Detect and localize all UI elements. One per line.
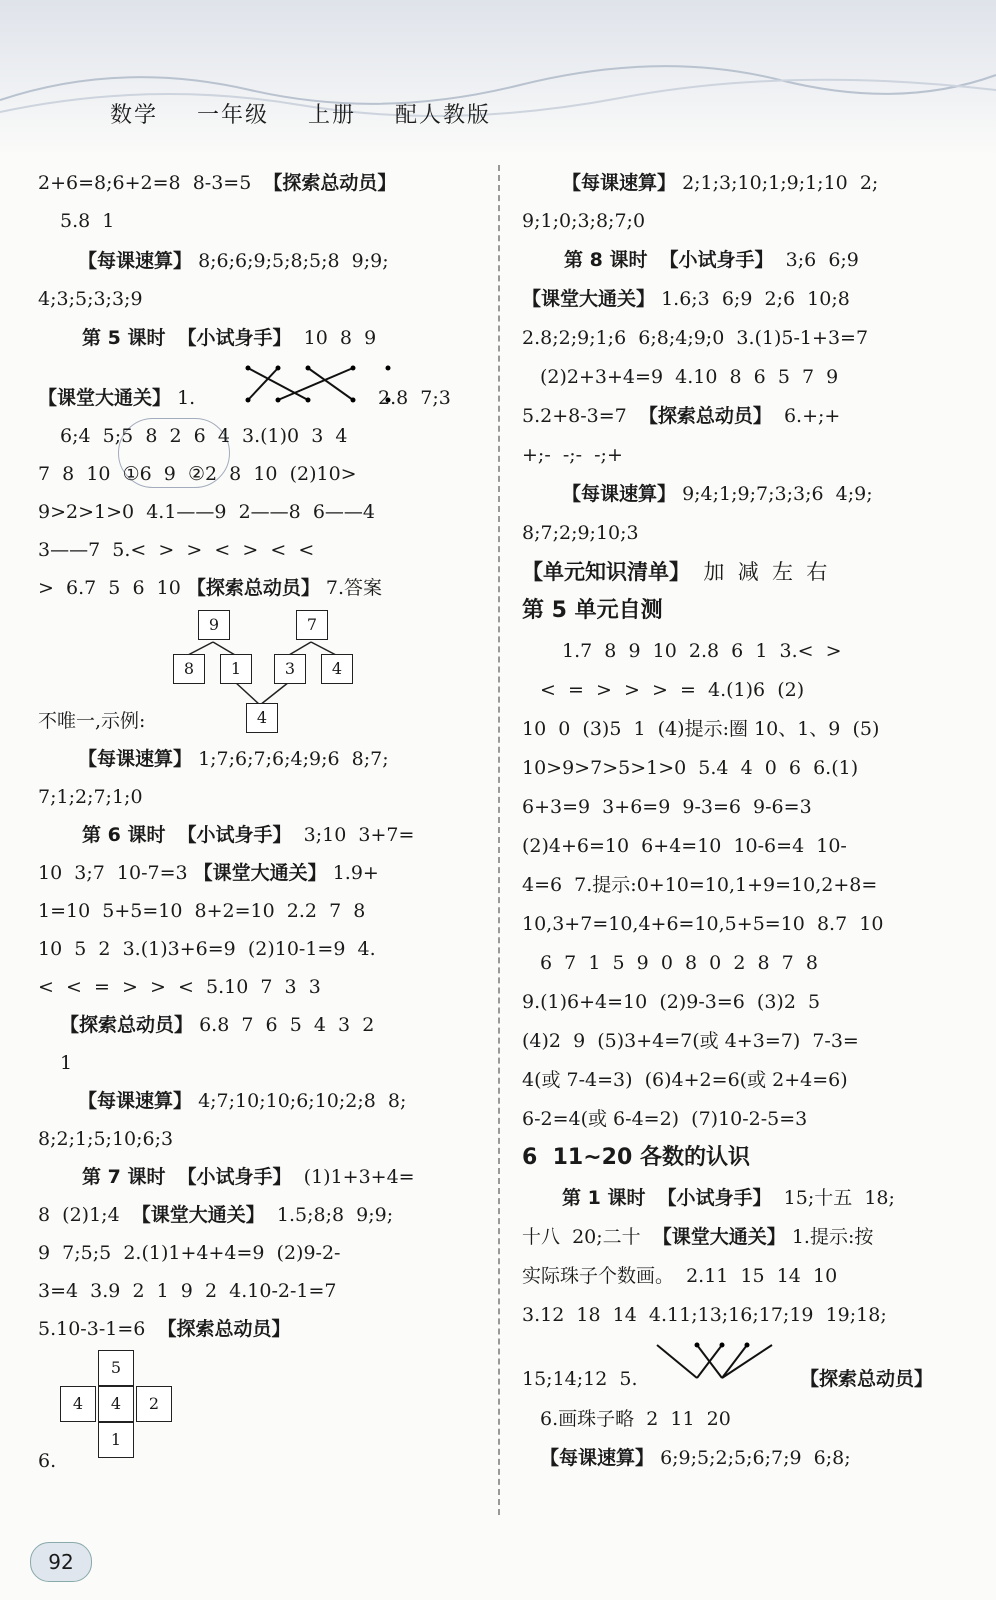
tree-box: 7 — [296, 610, 328, 640]
answer-line: 【每课速算】 8;6;6;9;5;8;5;8 9;9; — [78, 250, 389, 272]
answer-line: (2)2+3+4=9 4.10 8 6 5 7 9 — [540, 366, 839, 388]
tree-box: 4 — [321, 654, 353, 684]
answer-line: 5.2+8-3=7 【探索总动员】 6.+;+ — [522, 405, 841, 427]
header-band — [0, 0, 996, 155]
answer-line: 10 0 (3)5 1 (4)提示:圈 10、1、9 (5) — [522, 718, 880, 740]
answer-line: 2.8;2;9;1;6 6;8;4;9;0 3.(1)5-1+3=7 — [522, 327, 869, 349]
answer-line: 4(或 7-4=3) (6)4+2=6(或 2+4=6) — [522, 1069, 848, 1091]
answer-line: 3.12 18 14 4.11;13;16;17;19 19;18; — [522, 1304, 887, 1326]
unit-heading: 6 11~20 各数的认识 — [522, 1145, 750, 1170]
bead-lines-diagram — [652, 1340, 782, 1385]
cross-box: 4 — [60, 1386, 96, 1422]
lesson-heading: 第 6 课时 【小试身手】 3;10 3+7= — [82, 824, 415, 846]
answer-line: 不唯一,示例: — [38, 710, 146, 732]
answer-line: 9.(1)6+4=10 (2)9-3=6 (3)2 5 — [522, 991, 821, 1013]
answer-line: 3=4 3.9 2 1 9 2 4.10-2-1=7 — [38, 1280, 337, 1302]
answer-line: 3——7 5.< > > < > < < — [38, 539, 315, 561]
answer-line: 【探索总动员】 — [800, 1368, 934, 1390]
matching-lines-diagram — [238, 360, 398, 410]
tree-box: 1 — [220, 654, 252, 684]
page-number: 92 — [30, 1542, 92, 1582]
answer-line: 1 — [60, 1052, 73, 1074]
edition-label: 配人教版 — [395, 103, 492, 128]
grade-label: 一年级 — [197, 103, 270, 128]
cross-box: 2 — [136, 1386, 172, 1422]
answer-line: < = > > > = 4.(1)6 (2) — [540, 679, 805, 701]
answer-line: 【每课速算】 9;4;1;9;7;3;3;6 4;9; — [562, 483, 873, 505]
answer-line: 8 (2)1;4 【课堂大通关】 1.5;8;8 9;9; — [38, 1204, 394, 1226]
answer-line: 7 8 10 ①6 9 ②2 8 10 (2)10> — [38, 463, 357, 485]
tree-box: 3 — [274, 654, 306, 684]
answer-line: 4=6 7.提示:0+10=10,1+9=10,2+8= — [522, 874, 878, 896]
answer-line: 9 7;5;5 2.(1)1+4+4=9 (2)9-2- — [38, 1242, 341, 1264]
lesson-heading: 第 7 课时 【小试身手】 (1)1+3+4= — [82, 1166, 415, 1188]
answer-line: 7;1;2;7;1;0 — [38, 786, 143, 808]
answer-line: 4;3;5;3;3;9 — [38, 288, 143, 310]
answer-line: 6-2=4(或 6-4=2) (7)10-2-5=3 — [522, 1108, 808, 1130]
answer-line: 【单元知识清单】 加 减 左 右 — [522, 560, 828, 584]
lesson-heading: 第 5 课时 【小试身手】 10 8 9 — [82, 327, 377, 349]
answer-line: 6.画珠子略 2 11 20 — [540, 1408, 731, 1430]
answer-line: 1.7 8 9 10 2.8 6 1 3.< > — [562, 640, 842, 662]
answer-line: 【每课速算】 1;7;6;7;6;4;9;6 8;7; — [78, 748, 389, 770]
subject-label: 数学 — [110, 103, 159, 128]
answer-line: 15;14;12 5. — [522, 1368, 638, 1390]
answer-line: > 6.7 5 6 10 【探索总动员】 7.答案 — [38, 577, 383, 599]
answer-line: (2)4+6=10 6+4=10 10-6=4 10- — [522, 835, 847, 857]
cross-box: 5 — [98, 1350, 134, 1386]
answer-line: 十八 20;二十 【课堂大通关】 1.提示:按 — [522, 1226, 874, 1248]
book-title — [110, 98, 521, 129]
answer-line: +;- -;- -;+ — [522, 444, 623, 466]
answer-line: 10,3+7=10,4+6=10,5+5=10 8.7 10 — [522, 913, 884, 935]
answer-line: 6 7 1 5 9 0 8 0 2 8 7 8 — [540, 952, 818, 974]
answer-line: 5.10-3-1=6 【探索总动员】 — [38, 1318, 291, 1340]
answer-line: 6. — [38, 1450, 57, 1472]
unit-heading: 第 5 单元自测 — [522, 598, 663, 623]
answer-line: 10 5 2 3.(1)3+6=9 (2)10-1=9 4. — [38, 938, 376, 960]
answer-line: 8;7;2;9;10;3 — [522, 522, 639, 544]
answer-line: 1=10 5+5=10 8+2=10 2.2 7 8 — [38, 900, 366, 922]
lesson-heading: 第 1 课时 【小试身手】 15;十五 18; — [562, 1187, 895, 1209]
answer-line: 9;1;0;3;8;7;0 — [522, 210, 646, 232]
answer-line: 【每课速算】 4;7;10;10;6;10;2;8 8; — [78, 1090, 407, 1112]
answer-line: 实际珠子个数画。 2.11 15 14 10 — [522, 1265, 838, 1287]
tree-box: 8 — [173, 654, 205, 684]
answer-line: 【课堂大通关】 1. — [38, 387, 196, 409]
answer-line: 【课堂大通关】 1.6;3 6;9 2;6 10;8 — [522, 288, 850, 310]
answer-line: 【每课速算】 2;1;3;10;1;9;1;10 2; — [562, 172, 879, 194]
answer-line: 10 3;7 10-7=3 【课堂大通关】 1.9+ — [38, 862, 379, 884]
answer-line: 10>9>7>5>1>0 5.4 4 0 6 6.(1) — [522, 757, 859, 779]
cross-box: 1 — [98, 1422, 134, 1458]
answer-line: 【每课速算】 6;9;5;2;5;6;7;9 6;8; — [540, 1447, 851, 1469]
answer-line: 6;4 5;5 8 2 6 4 3.(1)0 3 4 — [60, 425, 348, 447]
answer-line: (4)2 9 (5)3+4=7(或 4+3=7) 7-3= — [522, 1030, 859, 1052]
answer-line: 6+3=9 3+6=9 9-3=6 9-6=3 — [522, 796, 812, 818]
answer-line: 2.8 7;3 — [378, 387, 451, 409]
answer-line: 【探索总动员】 6.8 7 6 5 4 3 2 — [60, 1014, 375, 1036]
volume-label: 上册 — [308, 103, 357, 128]
column-divider — [498, 165, 500, 1515]
lesson-heading: 第 8 课时 【小试身手】 3;6 6;9 — [564, 249, 859, 271]
answer-line: 9>2>1>0 4.1——9 2——8 6——4 — [38, 501, 376, 523]
answer-line: 5.8 1 — [60, 210, 115, 232]
cross-box: 4 — [98, 1386, 134, 1422]
answer-line: < < = > > < 5.10 7 3 3 — [38, 976, 321, 998]
tree-box: 9 — [198, 610, 230, 640]
answer-line: 8;2;1;5;10;6;3 — [38, 1128, 174, 1150]
answer-line: 2+6=8;6+2=8 8-3=5 【探索总动员】 — [38, 172, 397, 194]
tree-box: 4 — [246, 703, 278, 733]
